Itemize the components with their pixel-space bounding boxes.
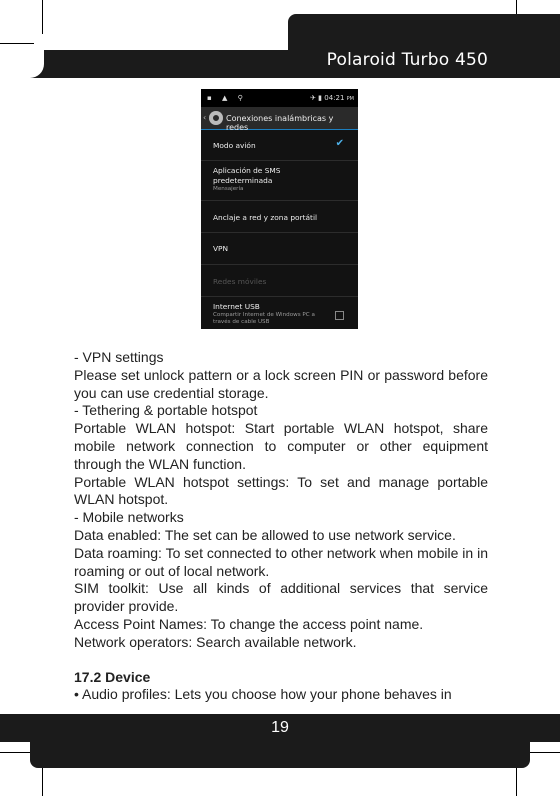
status-clock: ✈ ▮ 04:21 PM [310,94,354,102]
body-line: Data enabled: The set can be allowed to use network service. [74,526,456,543]
settings-item-label: Aplicación de SMS predeterminada [213,166,281,185]
settings-action-bar[interactable] [201,107,358,130]
settings-item-label: Internet USB [213,302,260,311]
settings-item-label: Modo avión [213,141,256,150]
body-line: Portable WLAN hotspot settings: To set and manage portable WLAN hotspot. [74,473,488,508]
settings-item-usb-internet[interactable] [201,297,358,329]
crop-mark [0,43,34,44]
body-line: Please set unlock pattern or a lock screen PIN or password before you can use credential storage. [74,366,488,401]
notification-icons: ▪ ▲ ⚲ [207,94,247,102]
manual-body-text [74,349,488,704]
body-line: Data roaming: To set connected to other network when mobile in in roaming or out of local network. [74,544,488,579]
settings-item-label: Anclaje a red y zona portátil [213,213,318,222]
header-title: Polaroid Turbo 450 [326,50,488,70]
body-line: - Tethering & portable hotspot [74,402,258,419]
body-line: SIM toolkit: Use all kinds of additional services that service provider provide. [74,580,488,615]
settings-item-label: VPN [213,244,229,253]
settings-item-mobile-networks [201,265,358,297]
checkbox-unchecked-icon[interactable] [335,311,344,320]
spacer [74,652,488,669]
settings-item-sub: Compartir Internet de Windows PC a través de cable USB [213,312,315,325]
settings-gear-icon [209,111,223,125]
back-chevron-icon[interactable]: ‹ [203,113,207,122]
status-bar [201,89,358,107]
crop-mark [42,0,43,34]
body-line: Portable WLAN hotspot: Start portable WLAN hotspot, share mobile network connection to computer or other equipment through the WLAN function. [74,420,488,472]
crop-mark [526,752,560,753]
settings-item-label: Redes móviles [213,277,267,286]
settings-item-tethering[interactable] [201,201,358,233]
settings-item-vpn[interactable] [201,233,358,265]
section-heading: 17.2 Device [74,668,151,685]
body-line: - Mobile networks [74,509,184,526]
crop-mark [0,752,34,753]
settings-item-sub: Mensajería [213,186,244,192]
settings-item-default-sms[interactable] [201,161,358,201]
checkbox-checked-icon[interactable]: ✔ [335,138,344,149]
phone-screenshot [201,89,358,329]
body-line: - VPN settings [74,349,164,365]
settings-item-airplane-mode[interactable] [201,130,358,161]
page-number: 19 [271,719,289,736]
settings-screen-title: Conexiones inalámbricas y redes [226,114,334,132]
header-notch [0,50,44,78]
body-line: Network operators: Search available network. [74,633,357,650]
body-line: • Audio profiles: Lets you choose how your phone behaves in [74,686,452,703]
body-line: Access Point Names: To change the access point name. [74,615,424,632]
